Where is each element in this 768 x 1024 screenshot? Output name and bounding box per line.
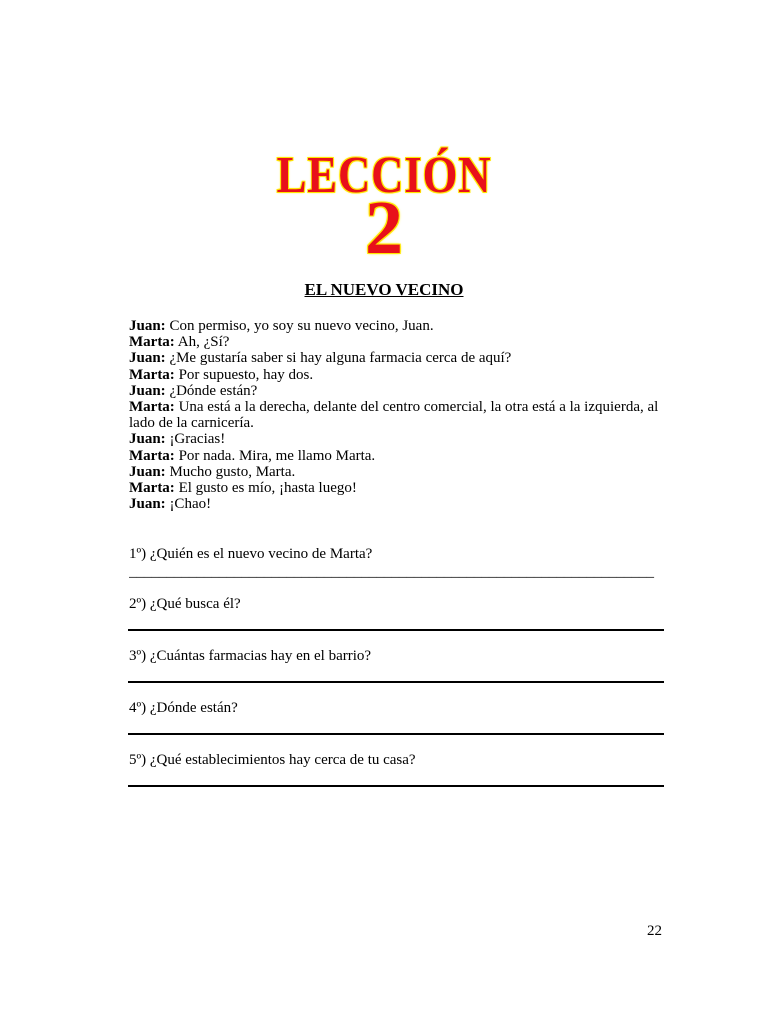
speaker-name: Juan:	[129, 496, 166, 513]
line-text: El gusto es mío, ¡hasta luego!	[174, 480, 357, 497]
speaker-name: Marta:	[129, 480, 175, 497]
speaker-name: Juan:	[129, 382, 166, 399]
dialogue-line	[129, 367, 665, 383]
answer-line-4[interactable]	[128, 733, 664, 735]
dialogue-line	[129, 383, 665, 399]
dialogue	[129, 318, 665, 512]
line-text: Con permiso, yo soy su nuevo vecino, Juan.	[165, 318, 434, 334]
speaker-name: Juan:	[129, 463, 166, 480]
speaker-name: Marta:	[129, 399, 175, 416]
line-text: ¿Me gustaría saber si hay alguna farmacia cerca de aquí?	[165, 350, 512, 367]
lesson-heading: LECCIÓN	[276, 147, 492, 204]
dialogue-line	[129, 480, 665, 496]
answer-blank-1[interactable]: ______________________________________________________________________	[129, 564, 654, 580]
speaker-name: Juan:	[129, 431, 166, 448]
speaker-name: Marta:	[129, 366, 175, 383]
question-5: 5º) ¿Qué establecimientos hay cerca de tu casa?	[129, 752, 416, 768]
line-text: ¡Chao!	[165, 496, 212, 513]
page-number: 22	[647, 923, 662, 939]
dialogue-line	[129, 448, 665, 464]
lesson-number: 2	[365, 186, 403, 270]
speaker-name: Marta:	[129, 334, 175, 351]
line-text: ¿Dónde están?	[165, 382, 258, 399]
line-text: Una está a la derecha, delante del centro comercial, la otra está a la izquierda, al lado de la carnicería.	[129, 399, 659, 432]
speaker-name: Marta:	[129, 447, 175, 464]
answer-line-2[interactable]	[128, 629, 664, 631]
dialogue-line	[129, 431, 665, 447]
question-2: 2º) ¿Qué busca él?	[129, 596, 241, 612]
line-text: Mucho gusto, Marta.	[165, 463, 296, 480]
dialogue-line	[129, 496, 665, 512]
question-1: 1º) ¿Quién es el nuevo vecino de Marta?	[129, 546, 373, 562]
dialogue-line	[129, 318, 665, 334]
line-text: Por nada. Mira, me llamo Marta.	[174, 447, 376, 464]
dialogue-line	[129, 399, 665, 431]
dialogue-line	[129, 350, 665, 366]
story-title: EL NUEVO VECINO	[304, 280, 464, 299]
dialogue-line	[129, 464, 665, 480]
question-3: 3º) ¿Cuántas farmacias hay en el barrio?	[129, 648, 372, 664]
line-text: ¡Gracias!	[165, 431, 226, 448]
answer-line-3[interactable]	[128, 681, 664, 683]
speaker-name: Juan:	[129, 350, 166, 367]
question-4: 4º) ¿Dónde están?	[129, 700, 238, 716]
dialogue-line	[129, 334, 665, 350]
line-text: Por supuesto, hay dos.	[174, 366, 314, 383]
line-text: Ah, ¿Sí?	[174, 334, 230, 351]
answer-line-5[interactable]	[128, 785, 664, 787]
speaker-name: Juan:	[129, 318, 166, 334]
